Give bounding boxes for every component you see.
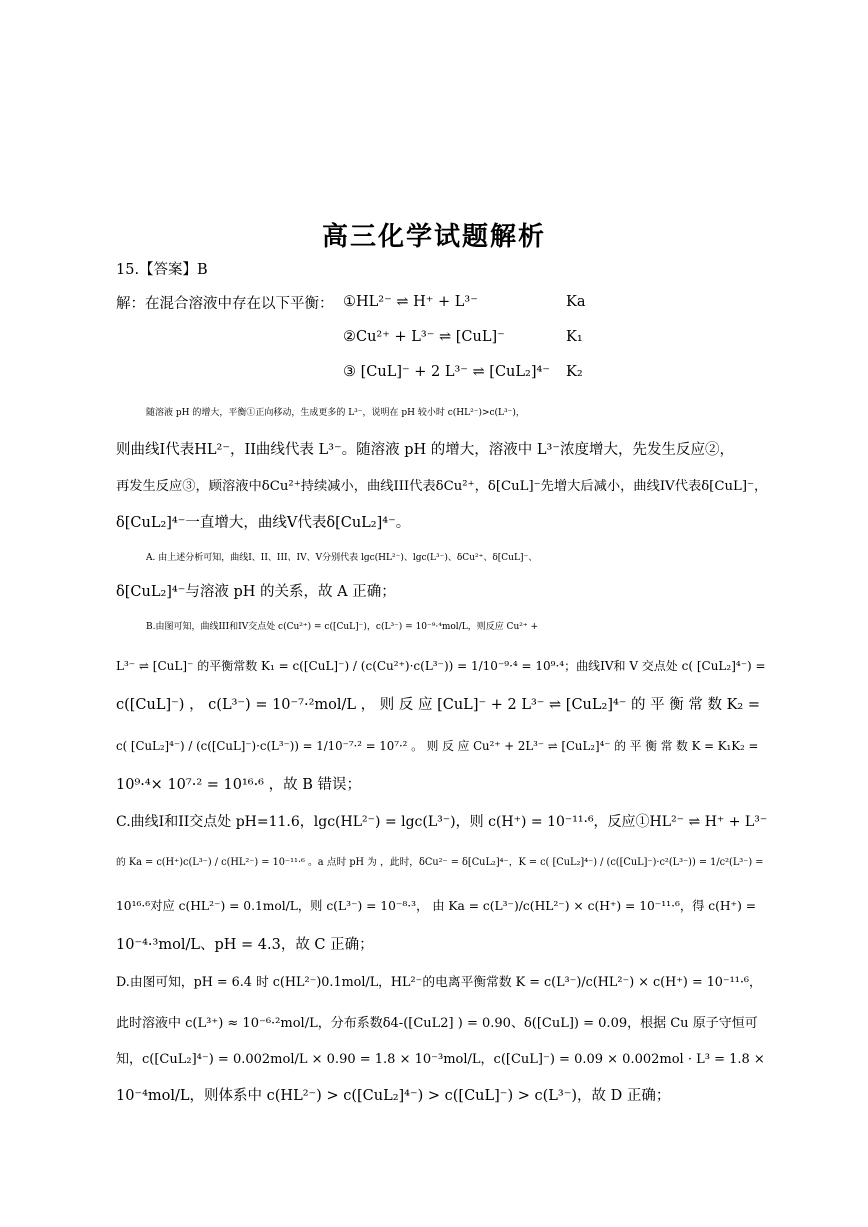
page-title: 高三化学试题解析 — [321, 222, 546, 252]
equation-3: ③ [CuL]⁻ + 2 L³⁻ ⇌ [CuL₂]⁴⁻ — [343, 364, 550, 380]
option-b-line: c([CuL]⁻) ， c(L³⁻) = 10⁻⁷·²mol/L ， 则 反 应 [CuL]⁻ + 2 L³⁻ ⇌ [CuL₂]⁴⁻ 的 平 衡 常 数 K₂ = — [116, 697, 761, 713]
option-d-line: D.由图可知，pH = 6.4 时 c(HL²⁻)0.1mol/L，HL²⁻的电离平衡常数 K = c(L³⁻)/c(HL²⁻) × c(H⁺) = 10⁻¹¹·⁶， — [116, 975, 762, 990]
option-a-line: δ[CuL₂]⁴⁻与溶液 pH 的关系，故 A 正确； — [116, 584, 396, 600]
equation-1-constant: Ka — [566, 294, 586, 310]
option-a-line: A. 由上述分析可知，曲线I、II、III、IV、V分别代表 lgc(HL²⁻)、lgc(L³⁻)、δCu²⁺、δ[CuL]⁻、 — [146, 553, 538, 563]
option-c-line: 的 Ka = c(H⁺)c(L³⁻) / c(HL²⁻) = 10⁻¹¹·⁶ 。a 点时 pH 为 ，此时，δCu²⁻ = δ[CuL₂]⁴⁻，K = c( [CuL₂]⁴⁻) / (c([CuL]⁻)·c²(L³⁻)) = 1/c²(L³⁻) = — [116, 857, 764, 868]
option-b-line: B.由图可知，曲线III和IV交点处 c(Cu²⁺) = c([CuL]⁻)，c(L³⁻) = 10⁻⁹·⁴mol/L，则反应 Cu²⁺ + — [146, 622, 539, 632]
paragraph-line: δ[CuL₂]⁴⁻一直增大，曲线V代表δ[CuL₂]⁴⁻。 — [116, 515, 411, 531]
option-c-line: C.曲线I和II交点处 pH=11.6，lgc(HL²⁻) = lgc(L³⁻)，则 c(H⁺) = 10⁻¹¹·⁶，反应①HL²⁻ ⇌ H⁺ + L³⁻ — [116, 814, 768, 830]
option-b-line: 10⁹·⁴× 10⁷·² = 10¹⁶·⁶ ，故 B 错误； — [116, 777, 361, 793]
option-d-line: 知，c([CuL₂]⁴⁻) = 0.002mol/L × 0.90 = 1.8 × 10⁻³mol/L，c([CuL]⁻) = 0.09 × 0.002mol · L³ = 1.8 × — [116, 1052, 765, 1067]
option-d-line: 10⁻⁴mol/L，则体系中 c(HL²⁻) > c([CuL₂]⁴⁻) > c([CuL]⁻) > c(L³⁻)，故 D 正确； — [116, 1088, 671, 1104]
intro-text: 解：在混合溶液中存在以下平衡： — [116, 296, 334, 312]
equation-3-constant: K₂ — [566, 364, 583, 380]
option-b-line: L³⁻ ⇌ [CuL]⁻ 的平衡常数 K₁ = c([CuL]⁻) / (c(Cu²⁺)·c(L³⁻)) = 1/10⁻⁹·⁴ = 10⁹·⁴；曲线IV和 V 交点处 c( [CuL₂]⁴⁻) = — [116, 659, 766, 673]
option-b-line: c( [CuL₂]⁴⁻) / (c([CuL]⁻)·c(L³⁻)) = 1/10⁻⁷·² = 10⁷·² 。 则 反 应 Cu²⁺ + 2L³⁻ ⇌ [CuL₂]⁴⁻ 的 平 衡 常 数 K = K₁K₂ = — [116, 739, 759, 753]
equation-2-constant: K₁ — [566, 329, 583, 345]
option-c-line: 10¹⁶·⁶对应 c(HL²⁻) = 0.1mol/L，则 c(L³⁻) = 10⁻⁸·³， 由 Ka = c(L³⁻)/c(HL²⁻) × c(H⁺) = 10⁻¹¹·⁶，得 c(H⁺) = — [116, 899, 757, 913]
paragraph-line: 随溶液 pH 的增大，平衡①正向移动，生成更多的 L³⁻，说明在 pH 较小时 c(HL²⁻)>c(L³⁻)， — [146, 408, 525, 418]
paragraph-line: 则曲线I代表HL²⁻，II曲线代表 L³⁻。随溶液 pH 的增大，溶液中 L³⁻浓度增大，先发生反应②， — [116, 442, 734, 458]
equation-2: ②Cu²⁺ + L³⁻ ⇌ [CuL]⁻ — [343, 329, 505, 345]
option-d-line: 此时溶液中 c(L³⁺) ≈ 10⁻⁶·²mol/L，分布系数δ4-([CuL2] ) = 0.90、δ([CuL]) = 0.09，根据 Cu 原子守恒可 — [116, 1016, 758, 1031]
equation-1: ①HL²⁻ ⇌ H⁺ + L³⁻ — [343, 294, 478, 310]
paragraph-line: 再发生反应③，顾溶液中δCu²⁺持续减小，曲线III代表δCu²⁺，δ[CuL]⁻先增大后减小，曲线IV代表δ[CuL]⁻， — [116, 479, 768, 494]
option-c-line: 10⁻⁴·³mol/L、pH = 4.3，故 C 正确； — [116, 937, 374, 953]
answer-line: 15.【答案】B — [116, 262, 208, 278]
